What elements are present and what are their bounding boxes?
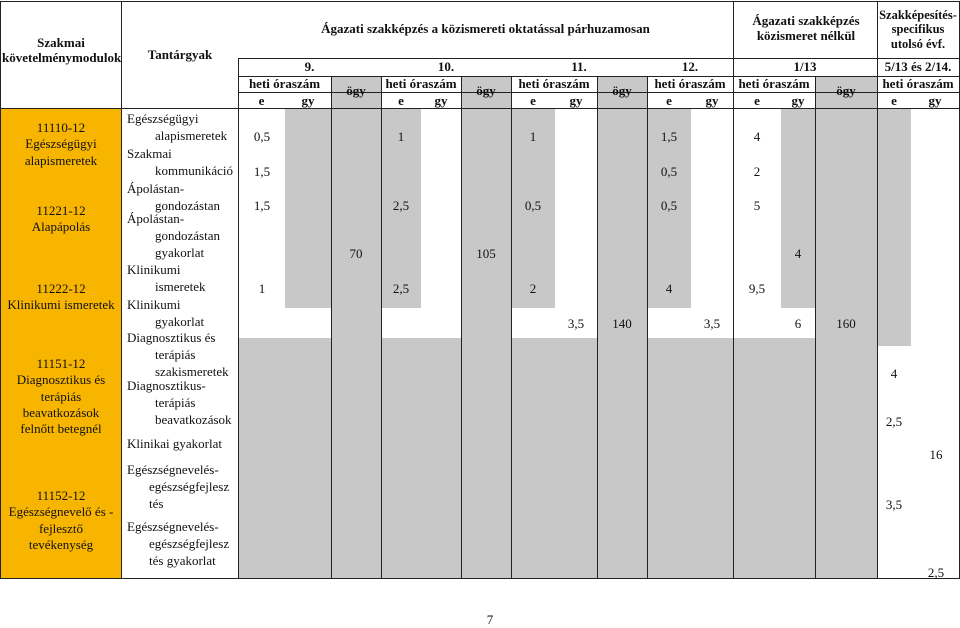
gy-513: gy [928,93,942,108]
cell: 6 [794,316,802,331]
cell: 105 [476,246,496,261]
cell: 1,5 [253,164,271,179]
year-113: 1/13 [793,59,817,74]
subject-2: Szakmai kommunikáció [127,146,233,178]
cell: 0,5 [253,129,271,144]
heti-11: heti óraszám [518,76,590,91]
cell: 160 [836,316,856,331]
cell: 4 [665,281,673,296]
heti-10: heti óraszám [385,76,457,91]
cell: 70 [349,246,363,261]
subject-11: Egészségnevelés- egészségfejlesz tés gyakorlat [127,519,230,568]
module-2: 11221-12 Alapápolás [31,203,91,235]
gy-10: gy [434,93,448,108]
cell: 0,5 [660,198,678,213]
header-subjects: Tantárgyak [147,47,213,62]
ogy-113: ögy [836,83,856,98]
cell: 4 [753,129,761,144]
cell: 2,5 [392,198,410,213]
ogy-9: ögy [346,83,366,98]
heti-12: heti óraszám [654,76,726,91]
shade-gy-cols [285,108,331,308]
module-1: 11110-12 Egészségügyi alapismeretek [24,120,98,168]
shade-block-d [781,108,815,308]
e-9: e [258,93,265,108]
subject-9: Klinikai gyakorlat [127,436,222,451]
heti-513: heti óraszám [882,76,954,91]
cell: 4 [794,246,802,261]
header-parallel: Ágazati szakképzés a közismereti oktatással párhuzamosan [321,21,650,36]
gy-9: gy [301,93,315,108]
cell: 1,5 [253,198,271,213]
gy-113: gy [791,93,805,108]
cell: 0,5 [660,164,678,179]
e-11: e [530,93,536,108]
cell: 0,5 [524,198,542,213]
cell: 1 [258,281,266,296]
year-513: 5/13 és 2/14. [884,59,952,74]
year-12: 12. [681,59,699,74]
subject-6: Klinikumi gyakorlat [127,297,205,329]
header-modules: Szakmai követelménymodulok [2,35,122,65]
module-3: 11222-12 Klinikumi ismeretek [7,281,115,313]
cell: 5 [753,198,761,213]
subject-3: Ápolástan- gondozástan [127,181,220,213]
e-513: e [891,93,897,108]
gy-12: gy [705,93,719,108]
year-9: 9. [304,59,315,74]
cell: 1 [397,129,405,144]
cell: 2,5 [927,565,945,580]
ogy-11: ögy [612,83,632,98]
subject-7: Diagnosztikus és terápiás szakismeretek [127,330,229,379]
shade-specific [877,108,911,346]
module-5: 11152-12 Egészségnevelő és -fejlesztő tevékenység [8,488,114,552]
cell: 4 [890,366,898,381]
cell: 2,5 [885,414,903,429]
header-nonparallel: Ágazati szakképzés közismeret nélkül [752,13,860,43]
year-10: 10. [437,59,455,74]
cell: 3,5 [885,497,903,512]
cell: 2 [753,164,761,179]
cell: 1,5 [660,129,678,144]
e-10: e [398,93,404,108]
cell: 3,5 [567,316,585,331]
subject-10: Egészségnevelés- egészségfejlesz tés [127,462,230,511]
heti-113: heti óraszám [738,76,810,91]
e-12: e [666,93,672,108]
ogy-10: ögy [476,83,496,98]
cell: 9,5 [748,281,766,296]
subject-1: Egészségügyi alapismeretek [127,111,228,143]
header-specific: Szakképesítés-specifikus utolsó évf. [879,8,957,51]
cell: 2,5 [392,281,410,296]
gy-11: gy [569,93,583,108]
subject-4: Ápolástan- gondozástan gyakorlat [127,211,220,260]
heti-9: heti óraszám [248,76,321,91]
cell: 1 [529,129,537,144]
page-number: 7 [486,612,494,627]
cell: 16 [929,447,943,462]
e-113: e [754,93,760,108]
cell: 2 [529,281,537,296]
cell: 3,5 [703,316,721,331]
year-11: 11. [571,59,587,74]
shade-lower [238,338,877,578]
module-4: 11151-12 Diagnosztikus és terápiás beavatkozások felnőtt betegnél [16,356,106,436]
cell: 140 [612,316,632,331]
subject-5: Klinikumi ismeretek [127,262,206,294]
subject-8: Diagnosztikus- terápiás beavatkozások [127,378,232,427]
